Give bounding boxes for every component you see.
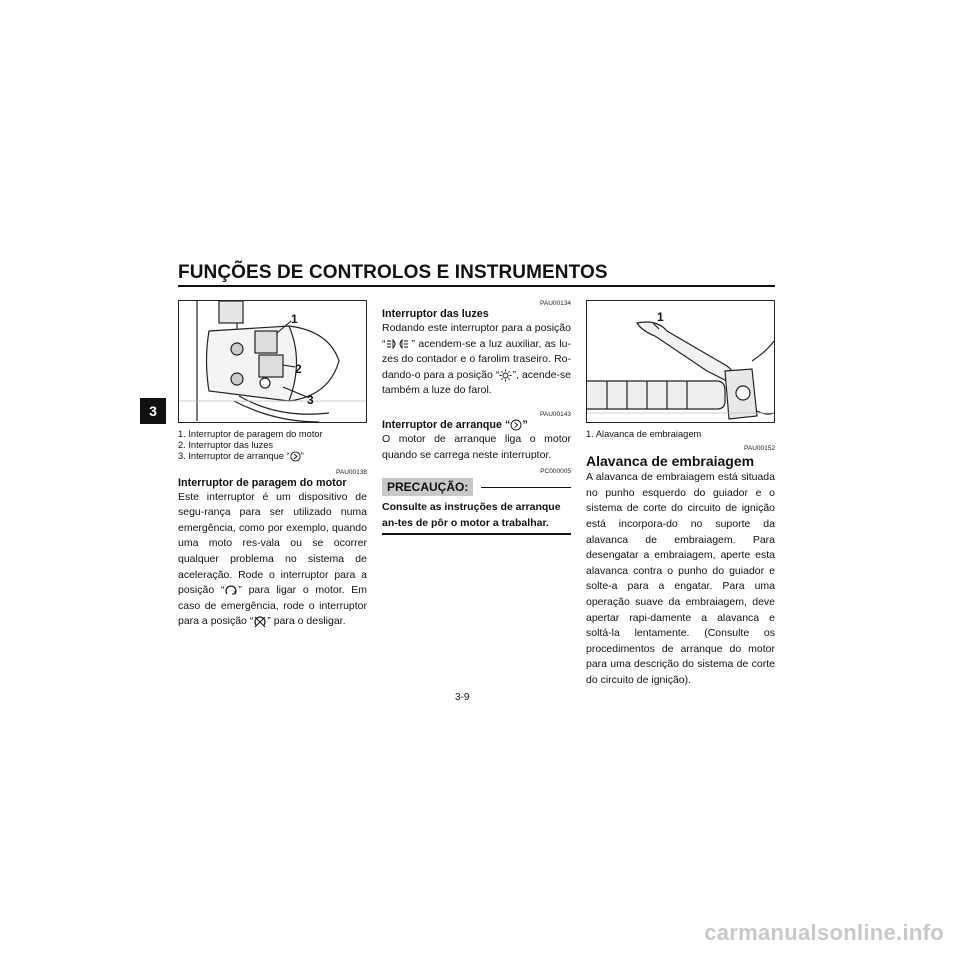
caution-bottom-rule [382,533,571,535]
page-number: 3-9 [455,692,470,703]
section-code: PAU00138 [336,468,367,476]
column-1 [178,300,367,630]
figure-captions [178,429,367,463]
caution-header [382,478,571,496]
figure-caption: 1. Alavanca de embraiagem [586,429,702,439]
caption-3: 3. Interruptor de arranque “ ” [178,451,304,462]
lights-body: Rodando este interruptor para a posição “ ” acendem-se a luz auxiliar, as lu-zes do contador e o farolim traseiro. Ro-dando-o para a posição “ ”, acende-se também a luze do farol. [382,322,571,397]
lights-code: PAU00134 [540,300,571,307]
lights-heading: Interruptor das luzes [382,308,489,320]
section-body: Este interruptor é um dispositivo de segu-rança para ser utilizado numa emergência, como por exemplo, quando uma moto res-vala ou se ocorrer qualquer problema no sistema de aceleração. Rode o interruptor para a posição “ ” para ligar o motor. Em caso de emergência, rode o interruptor para a posição “ ” para o desligar. [178,490,367,628]
caution-code: PC000005 [540,468,571,476]
section-heading: Alavanca de embraiagem [586,453,755,470]
handlebar-switch-illustration [179,301,366,422]
caption-1: 1. Interruptor de paragem do motor [178,429,323,439]
section-heading: Interruptor de paragem do motor [178,476,347,489]
watermark: carmanualsonline.info [704,920,944,945]
starter-button-icon [290,451,301,462]
engine-off-icon [253,615,267,628]
callout-1: 1 [291,312,298,326]
caution-label: PRECAUÇÃO: [382,478,473,496]
starter-body: O motor de arranque liga o motor quando se carrega neste interruptor. [382,432,571,461]
headlight-icon [499,369,512,382]
clutch-lever-figure [586,300,775,423]
caution-text: Consulte as instruções de arranque an-tes de pôr o motor a trabalhar. [382,501,561,529]
starter-heading: Interruptor de arranque “ ” [382,418,528,431]
callout-2: 2 [295,362,302,376]
column-3 [586,300,775,689]
engine-run-icon [224,584,238,597]
section-code: PAU00152 [744,445,775,453]
callout-1: 1 [657,310,664,324]
page-title: FUNÇÕES DE CONTROLOS E INSTRUMENTOS [178,262,608,283]
title-rule [178,285,775,287]
parking-light-icon [386,339,412,349]
chapter-tab: 3 [140,398,166,424]
caution-rule [481,487,571,488]
starter-code: PAU00143 [540,410,571,418]
handlebar-switch-figure [178,300,367,423]
callout-3: 3 [307,393,314,407]
section-body: A alavanca de embraiagem está situada no punho esquerdo do guiador e o sistema de corte do circuito de ignição está incorpora-do no suporte da alavanca de embraiagem. Para desengatar a embraiagem, aperte esta alavanca contra o punho do guiador e solte-a para a engatar. Para uma operação suave da embraiagem, deve apertar rapi-damente a alavanca e soltá-la lentamente. (Consulte os procedimentos de arranque do motor para uma descrição do sistema de corte do circuito de ignição). [586,471,775,686]
caption-2: 2. Interruptor das luzes [178,440,274,451]
column-2 [382,300,571,535]
clutch-lever-illustration [587,301,774,422]
starter-button-icon [510,419,522,431]
